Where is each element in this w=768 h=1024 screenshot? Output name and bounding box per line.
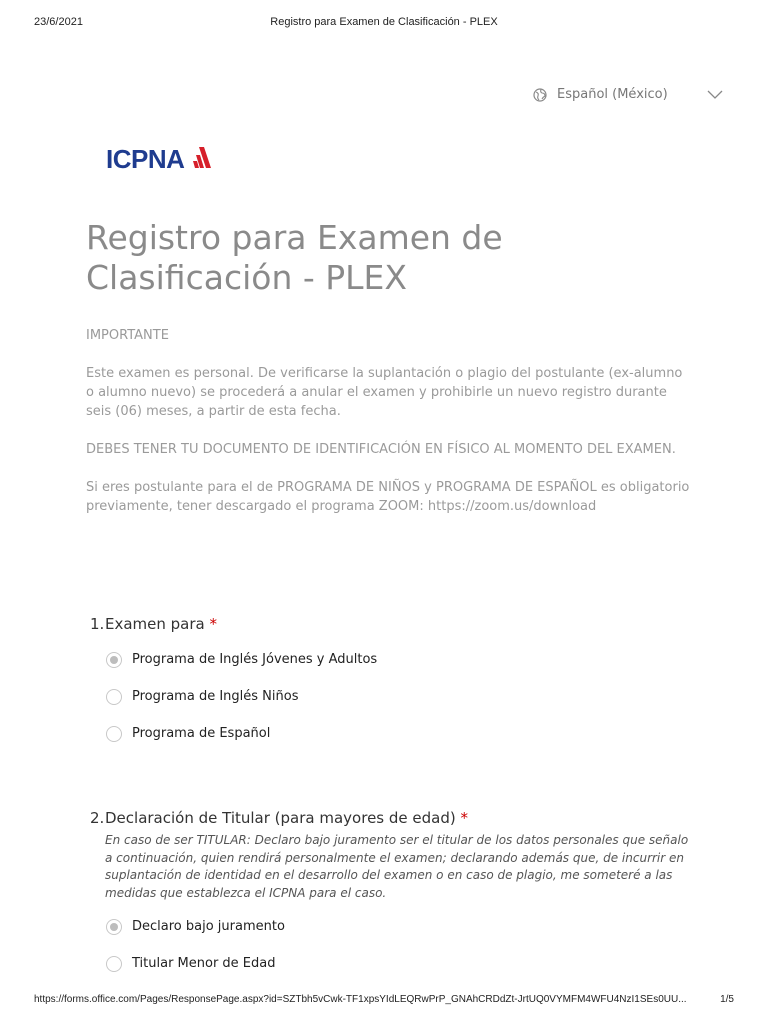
chevron-down-icon[interactable]: [707, 88, 723, 100]
description-line: Si eres postulante para el de PROGRAMA DE NIÑOS y PROGRAMA DE ESPAÑOL es obligatorio previamente, tener descargado el programa ZOOM: https://zoom.us/download: [86, 480, 690, 514]
question-label: Declaración de Titular (para mayores de edad): [105, 809, 456, 827]
question-1: [90, 614, 690, 763]
option-label: Programa de Inglés Jóvenes y Adultos: [132, 652, 378, 667]
logo-text: ICPNA: [106, 144, 185, 174]
question-subtitle: En caso de ser TITULAR: Declaro bajo juramento ser el titular de los datos personales que señalo a continuación, quien rendirá personalmente el examen; declarando además que, de incurrir en suplantación de identidad en el desarrollo del examen o en caso de plagio, me someteré a las medidas que establezca el ICPNA para el caso.: [105, 833, 689, 900]
print-footer: [34, 994, 734, 1010]
form-title: Registro para Examen de Clasificación - PLEX: [86, 218, 503, 297]
print-title: Registro para Examen de Clasificación - PLEX: [270, 16, 498, 28]
icpna-logo: [88, 138, 228, 188]
radio-option[interactable]: [90, 726, 690, 763]
question-title: [90, 808, 690, 828]
radio-button[interactable]: [106, 689, 122, 705]
radio-button[interactable]: [106, 652, 122, 668]
language-label: Español (México): [557, 87, 668, 102]
radio-button[interactable]: [106, 726, 122, 742]
radio-button[interactable]: [106, 956, 122, 972]
page-url: https://forms.office.com/Pages/ResponsePage.aspx?id=SZTbh5vCwk-TF1xpsYIdLEQRwPrP_GNAhCRDdZt-JrtUQ0VYMFM4WFU4NzI1SEs0UU...: [34, 994, 687, 1005]
print-header: [34, 16, 734, 32]
option-label: Programa de Español: [132, 726, 271, 741]
radio-option[interactable]: [90, 956, 690, 993]
question-title: [90, 614, 690, 634]
question-number: 2.: [90, 809, 105, 827]
question-label: Examen para: [105, 615, 205, 633]
radio-option[interactable]: [90, 652, 690, 689]
question-2: [90, 808, 690, 993]
description-line: DEBES TENER TU DOCUMENTO DE IDENTIFICACIÓN EN FÍSICO AL MOMENTO DEL EXAMEN.: [86, 442, 676, 457]
page-number: 1/5: [720, 994, 734, 1005]
question-text: [105, 808, 468, 828]
required-mark: *: [460, 809, 468, 827]
description-line: IMPORTANTE: [86, 328, 169, 343]
required-mark: *: [209, 615, 218, 633]
description-line: Este examen es personal. De verificarse la suplantación o plagio del postulante (ex-alumno o alumno nuevo) se procederá a anular el examen y prohibirle un nuevo registro durante seis (06) meses, a partir de esta fecha.: [86, 366, 683, 419]
print-date: 23/6/2021: [34, 16, 83, 28]
radio-button[interactable]: [106, 919, 122, 935]
language-selector[interactable]: [533, 86, 723, 106]
radio-option[interactable]: [90, 919, 690, 956]
form-description: [86, 326, 691, 535]
globe-icon: [533, 88, 547, 102]
question-text: [105, 614, 217, 634]
option-label: Declaro bajo juramento: [132, 919, 285, 934]
option-label: Titular Menor de Edad: [132, 956, 276, 971]
radio-option[interactable]: [90, 689, 690, 726]
option-label: Programa de Inglés Niños: [132, 689, 299, 704]
question-number: 1.: [90, 615, 105, 633]
logo-mark-icon: [191, 147, 211, 169]
